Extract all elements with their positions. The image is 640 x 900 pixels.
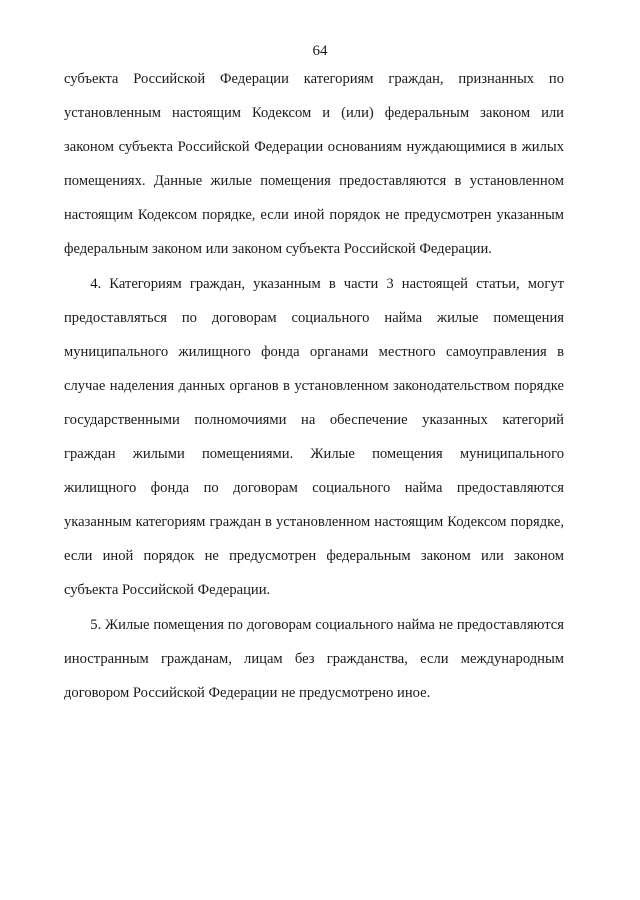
page-number: 64: [312, 43, 328, 59]
paragraph-continuation: субъекта Российской Федерации категориям граждан, признанных по установленным настоящим Кодексом и (или) федеральным законом или законом субъекта Российской Федерации основаниям нуждающимися в жилых помещениях. Данные жилые помещения предоставляются в установленном настоящим Кодексом порядке, если иной порядок не предусмотрен указанным федеральным законом или законом субъекта Российской Федерации.: [64, 71, 564, 258]
document-body: [64, 62, 564, 710]
paragraph-5: 5. Жилые помещения по договорам социального найма не предоставляются иностранным гражданам, лицам без гражданства, если международным договором Российской Федерации не предусмотрено иное.: [64, 616, 564, 701]
paragraph-4: 4. Категориям граждан, указанным в части 3 настоящей статьи, могут предоставляться по договорам социального найма жилые помещения муниципального жилищного фонда органами местного самоуправления в случае наделения данных органов в установленном законодательством порядке государственными полномочиями на обеспечение указанных категорий граждан жилыми помещениями. Жилые помещения муниципального жилищного фонда по договорам социального найма предоставляются указанным категориям граждан в установленном настоящим Кодексом порядке, если иной порядок не предусмотрен федеральным законом или законом субъекта Российской Федерации.: [64, 275, 564, 599]
